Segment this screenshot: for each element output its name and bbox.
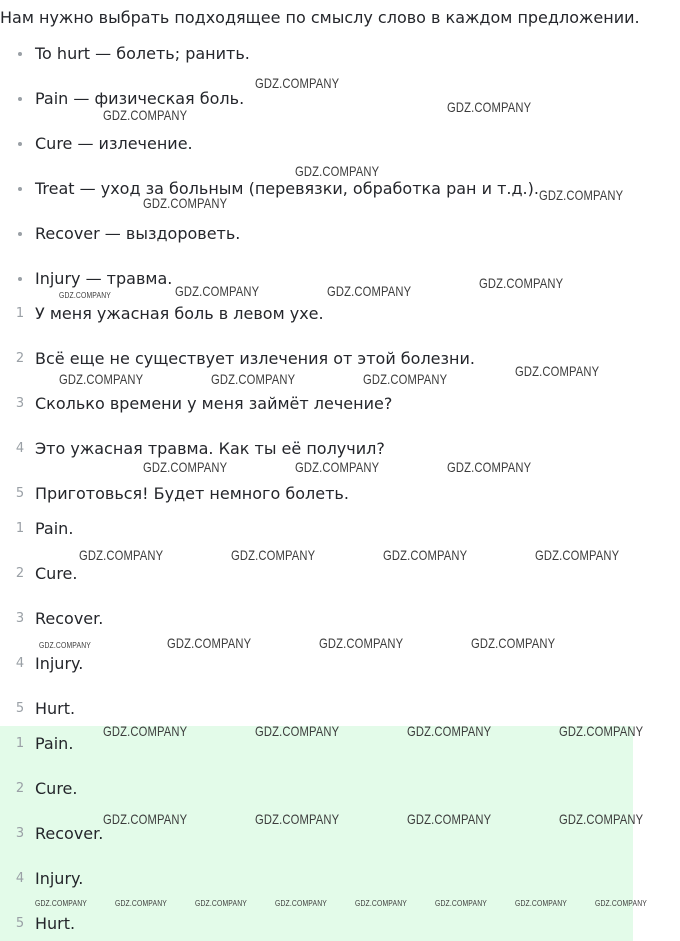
bullet-icon: [18, 232, 22, 236]
watermark: GDZ.COMPANY: [211, 371, 296, 387]
watermark: GDZ.COMPANY: [319, 635, 404, 651]
watermark: GDZ.COMPANY: [515, 363, 600, 379]
watermark: GDZ.COMPANY: [255, 811, 340, 827]
watermark: GDZ.COMPANY: [295, 163, 380, 179]
watermark: GDZ.COMPANY: [447, 99, 532, 115]
bullet-icon: [18, 142, 22, 146]
vocab-text: To hurt — болеть; ранить.: [35, 44, 250, 63]
bullet-icon: [18, 277, 22, 281]
answer-text: Cure.: [35, 779, 78, 798]
watermark: GDZ.COMPANY: [115, 899, 167, 908]
watermark: GDZ.COMPANY: [539, 187, 624, 203]
item-number: 2: [15, 781, 25, 796]
translation-text: Приготовься! Будет немного болеть.: [35, 484, 349, 503]
bullet-icon: [18, 187, 22, 191]
item-number: 3: [15, 611, 25, 626]
vocab-text: Recover — выздороветь.: [35, 224, 241, 243]
watermark: GDZ.COMPANY: [255, 75, 340, 91]
item-number: 1: [15, 521, 25, 536]
answer-text: Injury.: [35, 869, 84, 888]
watermark: GDZ.COMPANY: [595, 899, 647, 908]
watermark: GDZ.COMPANY: [471, 635, 556, 651]
watermark: GDZ.COMPANY: [231, 547, 316, 563]
item-number: 5: [15, 701, 25, 716]
watermark: GDZ.COMPANY: [383, 547, 468, 563]
vocab-text: Treat — уход за больным (перевязки, обработка ран и т.д.).: [35, 179, 539, 198]
answer-text: Pain.: [35, 734, 74, 753]
watermark: GDZ.COMPANY: [103, 107, 188, 123]
answer-text: Pain.: [35, 519, 74, 538]
bullet-icon: [18, 97, 22, 101]
watermark: GDZ.COMPANY: [143, 195, 228, 211]
watermark: GDZ.COMPANY: [35, 899, 87, 908]
watermark: GDZ.COMPANY: [175, 283, 260, 299]
answer-text: Recover.: [35, 824, 104, 843]
answer-text: Recover.: [35, 609, 104, 628]
item-number: 5: [15, 916, 25, 931]
watermark: GDZ.COMPANY: [103, 723, 188, 739]
item-number: 1: [15, 306, 25, 321]
watermark: GDZ.COMPANY: [559, 811, 644, 827]
item-number: 3: [15, 826, 25, 841]
item-number: 4: [15, 656, 25, 671]
answer-text: Hurt.: [35, 914, 76, 933]
item-number: 2: [15, 566, 25, 581]
vocab-text: Cure — излечение.: [35, 134, 193, 153]
watermark: GDZ.COMPANY: [39, 641, 91, 650]
translation-text: Всё еще не существует излечения от этой болезни.: [35, 349, 475, 368]
watermark: GDZ.COMPANY: [447, 459, 532, 475]
watermark: GDZ.COMPANY: [59, 291, 111, 300]
watermark: GDZ.COMPANY: [435, 899, 487, 908]
answer-text: Injury.: [35, 654, 84, 673]
watermark: GDZ.COMPANY: [355, 899, 407, 908]
watermark: GDZ.COMPANY: [363, 371, 448, 387]
item-number: 5: [15, 486, 25, 501]
translation-text: У меня ужасная боль в левом ухе.: [35, 304, 324, 323]
vocab-text: Injury — травма.: [35, 269, 173, 288]
watermark: GDZ.COMPANY: [103, 811, 188, 827]
watermark: GDZ.COMPANY: [275, 899, 327, 908]
item-number: 4: [15, 871, 25, 886]
bullet-icon: [18, 52, 22, 56]
answer-text: Hurt.: [35, 699, 76, 718]
watermark: GDZ.COMPANY: [407, 811, 492, 827]
watermark: GDZ.COMPANY: [515, 899, 567, 908]
translation-text: Сколько времени у меня займёт лечение?: [35, 394, 393, 413]
item-number: 1: [15, 736, 25, 751]
watermark: GDZ.COMPANY: [535, 547, 620, 563]
watermark: GDZ.COMPANY: [327, 283, 412, 299]
item-number: 3: [15, 396, 25, 411]
answer-text: Cure.: [35, 564, 78, 583]
watermark: GDZ.COMPANY: [479, 275, 564, 291]
watermark: GDZ.COMPANY: [407, 723, 492, 739]
translation-text: Это ужасная травма. Как ты её получил?: [35, 439, 385, 458]
watermark: GDZ.COMPANY: [167, 635, 252, 651]
watermark: GDZ.COMPANY: [143, 459, 228, 475]
vocab-text: Pain — физическая боль.: [35, 89, 245, 108]
watermark: GDZ.COMPANY: [255, 723, 340, 739]
task-instruction: Нам нужно выбрать подходящее по смыслу слово в каждом предложении.: [0, 8, 640, 27]
watermark: GDZ.COMPANY: [195, 899, 247, 908]
item-number: 2: [15, 351, 25, 366]
watermark: GDZ.COMPANY: [59, 371, 144, 387]
watermark: GDZ.COMPANY: [559, 723, 644, 739]
watermark: GDZ.COMPANY: [295, 459, 380, 475]
item-number: 4: [15, 441, 25, 456]
watermark: GDZ.COMPANY: [79, 547, 164, 563]
